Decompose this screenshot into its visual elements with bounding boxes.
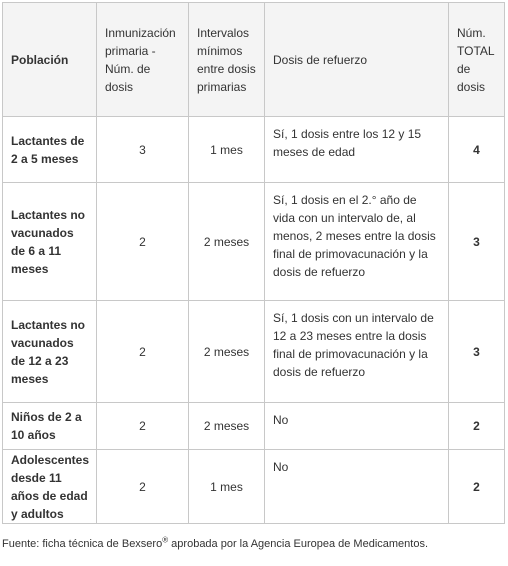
table-row xyxy=(3,117,505,183)
cell-dosis: 2 xyxy=(97,450,189,524)
footnote-suffix: aprobada por la Agencia Europea de Medicamentos. xyxy=(168,538,429,550)
cell-intervalo: 2 meses xyxy=(189,403,265,450)
cell-dosis: 2 xyxy=(97,301,189,403)
cell-intervalo: 1 mes xyxy=(189,117,265,183)
cell-intervalo: 2 meses xyxy=(189,183,265,301)
cell-total: 4 xyxy=(449,117,505,183)
header-refuerzo: Dosis de refuerzo xyxy=(265,3,449,117)
cell-total: 3 xyxy=(449,301,505,403)
cell-dosis: 3 xyxy=(97,117,189,183)
cell-poblacion: Lactantes de 2 a 5 meses xyxy=(3,117,97,183)
header-total: Núm. TOTAL de dosis xyxy=(449,3,505,117)
cell-refuerzo: Sí, 1 dosis entre los 12 y 15 meses de edad xyxy=(265,117,449,183)
cell-poblacion: Niños de 2 a 10 años xyxy=(3,403,97,450)
table-header-row xyxy=(3,3,505,117)
cell-refuerzo: Sí, 1 dosis en el 2.° año de vida con un intervalo de, al menos, 2 meses entre la dosis final de primovacunación y la dosis de refuerzo xyxy=(265,183,449,301)
table-row xyxy=(3,403,505,450)
cell-total: 3 xyxy=(449,183,505,301)
cell-intervalo: 2 meses xyxy=(189,301,265,403)
cell-poblacion: Lactantes no vacunados de 12 a 23 meses xyxy=(3,301,97,403)
cell-dosis: 2 xyxy=(97,183,189,301)
vaccine-schedule-table xyxy=(2,2,505,524)
source-footnote xyxy=(2,535,429,550)
cell-refuerzo: No xyxy=(265,450,449,524)
header-inmunizacion: Inmunización primaria - Núm. de dosis xyxy=(97,3,189,117)
cell-refuerzo: No xyxy=(265,403,449,450)
cell-poblacion: Lactantes no vacunados de 6 a 11 meses xyxy=(3,183,97,301)
cell-total: 2 xyxy=(449,450,505,524)
table-row xyxy=(3,450,505,524)
cell-poblacion: Adolescentes desde 11 años de edad y adultos xyxy=(3,450,97,524)
header-poblacion: Población xyxy=(3,3,97,117)
cell-dosis: 2 xyxy=(97,403,189,450)
registered-mark: ® xyxy=(162,535,169,545)
table-row xyxy=(3,183,505,301)
cell-intervalo: 1 mes xyxy=(189,450,265,524)
cell-total: 2 xyxy=(449,403,505,450)
table-row xyxy=(3,301,505,403)
cell-refuerzo: Sí, 1 dosis con un intervalo de 12 a 23 meses entre la dosis final de primovacunación y la dosis de refuerzo xyxy=(265,301,449,403)
footnote-prefix: Fuente: ficha técnica de Bexsero xyxy=(2,538,163,550)
header-intervalos: Intervalos mínimos entre dosis primarias xyxy=(189,3,265,117)
